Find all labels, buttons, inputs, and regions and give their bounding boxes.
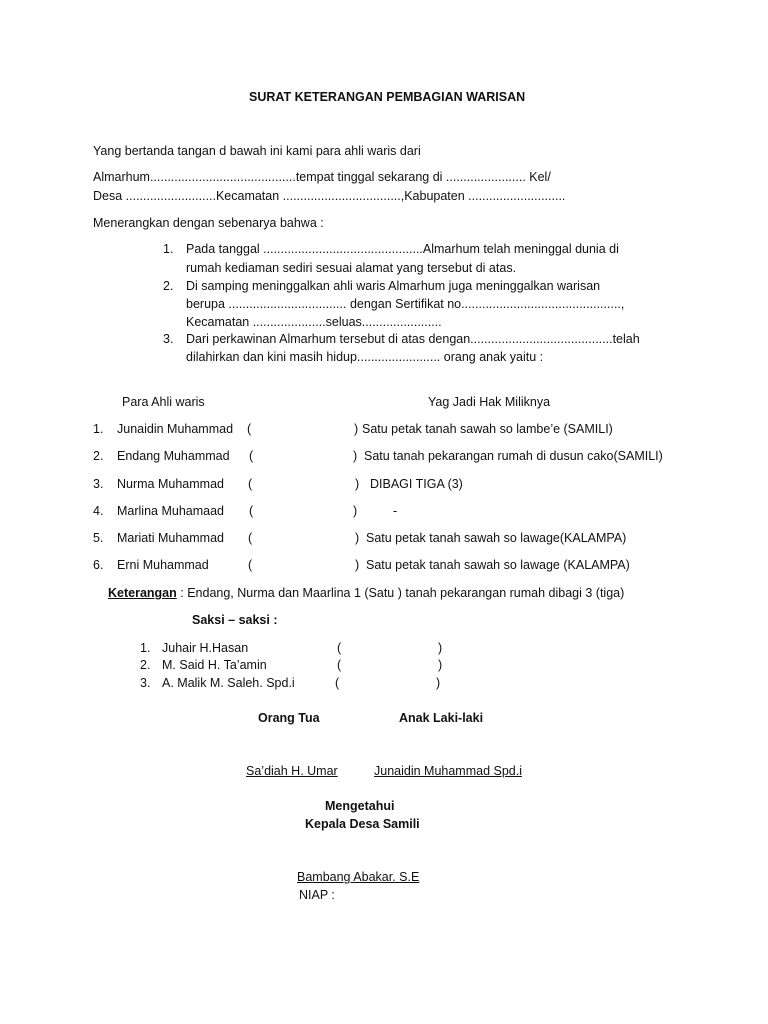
heir-name: Junaidin Muhammad	[117, 422, 234, 436]
heir-paren-open: (	[249, 504, 254, 518]
heir-paren-open: (	[248, 558, 253, 572]
heir-share: Satu petak tanah sawah so lambe’e (SAMILI)	[362, 422, 613, 436]
heir-number: 2.	[93, 449, 104, 463]
document-title: SURAT KETERANGAN PEMBAGIAN WARISAN	[249, 90, 526, 104]
signature-right-name: Junaidin Muhammad Spd.i	[374, 764, 522, 778]
signature-left-name: Sa’diah H. Umar	[246, 764, 338, 778]
heir-number: 4.	[93, 504, 104, 518]
saksi-name: Juhair H.Hasan	[162, 641, 249, 655]
heir-paren-open: (	[249, 449, 254, 463]
saksi-number: 1.	[140, 641, 151, 655]
intro-text: Yang bertanda tangan d bawah ini kami para ahli waris dari	[93, 144, 421, 158]
keterangan-label: Keterangan	[108, 586, 177, 600]
menerangkan-text: Menerangkan dengan sebenarya bahwa :	[93, 216, 324, 230]
almarhum-line-1: Almarhum..........................................tempat tinggal sekarang di ....................... Kel/	[93, 170, 551, 184]
kepala-desa-name: Bambang Abakar. S.E	[297, 870, 420, 884]
keterangan-line	[108, 585, 624, 601]
heir-name: Nurma Muhammad	[117, 477, 224, 491]
heir-share: DIBAGI TIGA (3)	[370, 477, 463, 491]
heir-number: 5.	[93, 531, 104, 545]
point-line: Kecamatan .....................seluas.......................	[186, 315, 442, 329]
saksi-paren-close: )	[438, 641, 443, 655]
heirs-header-right: Yag Jadi Hak Miliknya	[428, 395, 551, 409]
heir-name: Marlina Muhamaad	[117, 504, 224, 518]
heir-paren-close: )	[353, 449, 358, 463]
heir-paren-close: )	[355, 477, 360, 491]
point-line: Di samping meninggalkan ahli waris Almarhum juga meninggalkan warisan	[186, 279, 601, 293]
heir-paren-close: )	[354, 422, 359, 436]
point-line: rumah kediaman sediri sesuai alamat yang tersebut di atas.	[186, 261, 517, 275]
heir-paren-open: (	[248, 531, 253, 545]
heir-share: Satu petak tanah sawah so lawage (KALAMPA)	[366, 558, 630, 572]
kepala-desa-title: Kepala Desa Samili	[305, 817, 420, 831]
saksi-number: 3.	[140, 676, 151, 690]
point-line: berupa .................................. dengan Sertifikat no..............................................,	[186, 297, 625, 311]
saksi-paren-open: (	[337, 658, 342, 672]
heir-paren-open: (	[248, 477, 253, 491]
saksi-title: Saksi – saksi :	[192, 613, 278, 627]
saksi-paren-open: (	[337, 641, 342, 655]
saksi-paren-close: )	[438, 658, 443, 672]
heir-name: Erni Muhammad	[117, 558, 209, 572]
heirs-header-left: Para Ahli waris	[122, 395, 205, 409]
heir-share: Satu tanah pekarangan rumah di dusun cako(SAMILI)	[364, 449, 663, 463]
point-line: Pada tanggal ..............................................Almarhum telah meninggal dunia di	[186, 242, 619, 256]
point-number: 2.	[163, 279, 174, 293]
heir-share: Satu petak tanah sawah so lawage(KALAMPA)	[366, 531, 627, 545]
saksi-paren-open: (	[335, 676, 340, 690]
heir-share: -	[393, 504, 398, 518]
almarhum-line-2: Desa ..........................Kecamatan ..................................,Kabupaten ............................	[93, 189, 566, 203]
signature-right-title: Anak Laki-laki	[399, 711, 484, 725]
point-line: dilahirkan dan kini masih hidup........................ orang anak yaitu :	[186, 350, 544, 364]
point-line: Dari perkawinan Almarhum tersebut di atas dengan.........................................telah	[186, 332, 640, 346]
heir-name: Endang Muhammad	[117, 449, 230, 463]
heir-paren-open: (	[247, 422, 252, 436]
niap-label: NIAP :	[299, 888, 335, 902]
heir-paren-close: )	[355, 558, 360, 572]
saksi-name: A. Malik M. Saleh. Spd.i	[162, 676, 295, 690]
mengetahui-text: Mengetahui	[325, 799, 395, 813]
heir-number: 1.	[93, 422, 104, 436]
heir-number: 3.	[93, 477, 104, 491]
keterangan-text: : Endang, Nurma dan Maarlina 1 (Satu ) tanah pekarangan rumah dibagi 3 (tiga)	[176, 586, 625, 600]
point-number: 3.	[163, 332, 174, 346]
heir-paren-close: )	[355, 531, 360, 545]
saksi-name: M. Said H. Ta’amin	[162, 658, 267, 672]
point-number: 1.	[163, 242, 174, 256]
heir-name: Mariati Muhammad	[117, 531, 224, 545]
heir-number: 6.	[93, 558, 104, 572]
signature-left-title: Orang Tua	[258, 711, 320, 725]
saksi-paren-close: )	[436, 676, 441, 690]
saksi-number: 2.	[140, 658, 151, 672]
heir-paren-close: )	[353, 504, 358, 518]
